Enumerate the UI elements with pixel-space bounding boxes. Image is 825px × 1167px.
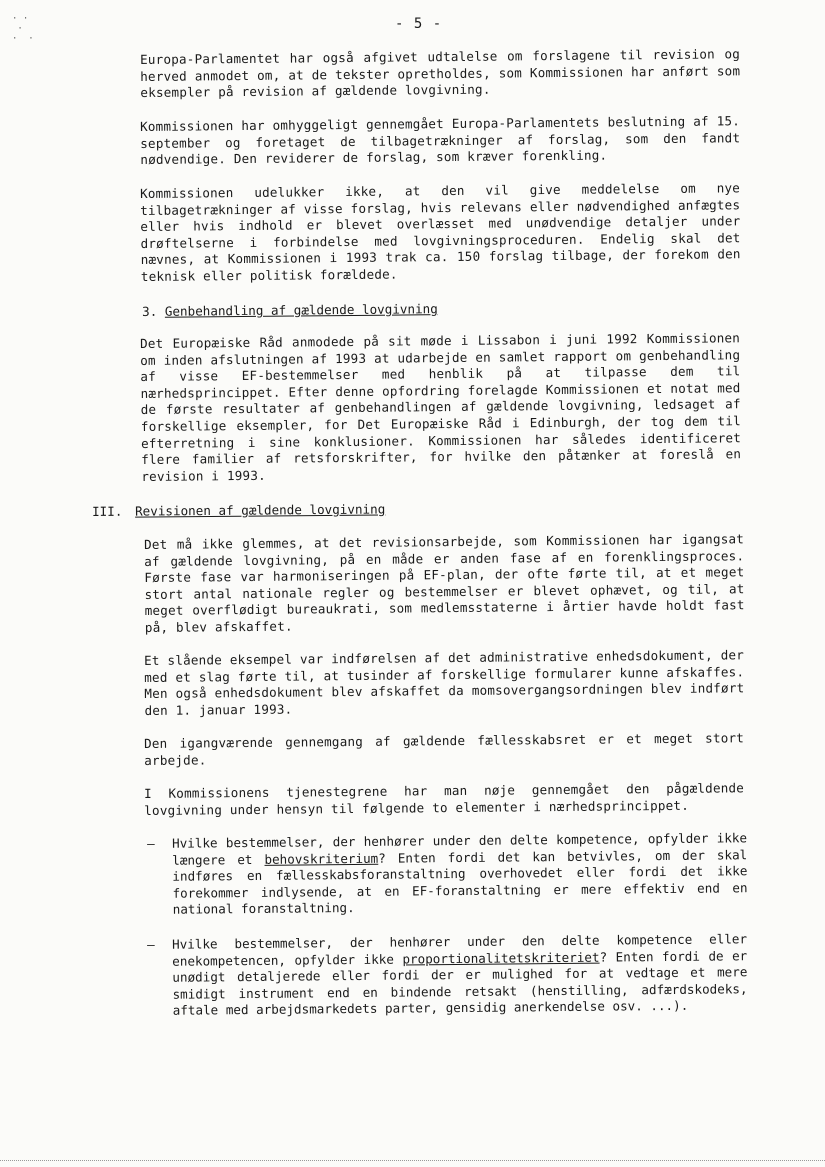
paragraph: Et slående eksempel var indførelsen af det administrative enhedsdokument, der med et slag førte til, at tusinder af forskellige formularer kunne afskaffes. Men også enhedsdokument blev afskaffet da momsovergangsordningen blev indført den 1. januar 1993. [144, 647, 745, 718]
bullet-item: – Hvilke bestemmelser, der henhører under den delte kompetence, opfylder ikke længere et behovskriterium? Enten fordi det kan betvivles, om der skal indføres en fællesskabsforanstaltning overhovedet eller fordi det ikke forekommer indlysende, at en EF-foranstaltning er mere effektiv end en national foranstaltning. [147, 830, 748, 918]
paragraph: Det må ikke glemmes, at det revisionsarbejde, som Kommissionen har igangsat af gældende lovgivning, på en måde er anden fase af en forenklingsproces. Første fase var harmoniseringen på EF-plan, der ofte førte til, at et meget stort antal nationale regler og bestemmelser er blevet ophævet, og til, at meget overflødigt bureaukrati, som medlemsstaterne i årtier havde holdt fast på, blev afskaffet. [144, 531, 745, 635]
paragraph: Europa-Parlamentet har også afgivet udtalelse om forslagene til revision og herved anmodet om, at de tekster opretholdes, som Kommissionen har anført som eksempler på revision af gældende lovgivning. [140, 46, 741, 101]
paragraph: I Kommissionens tjenestegrene har man nøje gennemgået den pågældende lovgivning under hensyn til følgende to elementer i nærhedsprincippet. [144, 780, 745, 818]
section-number: III. [92, 503, 123, 519]
scan-specks: · · · · · [12, 14, 34, 44]
section-heading-3 [142, 301, 438, 319]
paragraph: Den igangværende gennemgang af gældende fællesskabsret er et meget stort arbejde. [144, 730, 745, 768]
bullet-dash: – [147, 936, 155, 952]
bullet-item: – Hvilke bestemmelser, der henhører under den delte kompetence eller enekompetencen, opfylder ikke proportionalitetskriteriet? Enten fordi de er unødigt detaljerede eller fordi der er mulighed for at vedtage et mere smidigt instrument end en bindende retsakt (henstilling, adfærdskodeks, aftale med arbejdsmarkedets parter, gensidig anerkendelse osv. ...). [147, 931, 748, 1019]
underlined-term: proportionalitetskriteriet [402, 949, 600, 967]
underlined-term: behovskriterium [264, 850, 379, 867]
scan-edge [0, 1160, 825, 1161]
bullet-dash: – [147, 835, 155, 851]
section-title: Revisionen af gældende lovgivning [134, 501, 386, 519]
paragraph: Kommissionen har omhyggeligt gennemgået Europa-Parlamentets beslutning af 15. september og foretaget de tilbagetrækninger af forslag, som den fandt nødvendige. Den reviderer de forslag, som kræver forenkling. [140, 113, 741, 168]
paragraph: Det Europæiske Råd anmodede på sit møde i Lissabon i juni 1992 Kommissionen om inden afslutningen af 1993 at udarbejde en samlet rapport om genbehandling af visse EF-bestemmelser med henblik på at tilpasse dem til nærhedsprincippet. Efter denne opfordring forelagde Kommissionen et notat med de første resultater af genbehandlingen af gældende lovgivning, ledsaget af forskellige eksempler, for Det Europæiske Råd i Edinburgh, der tog dem til efterretning i sine konklusioner. Kommissionen har således identificeret flere familier af retsforskrifter, for hvilke den påtænker at foreslå en revision i 1993. [140, 330, 742, 484]
paragraph: Kommissionen udelukker ikke, at den vil give meddelelse om nye tilbagetrækninger af visse forslag, hvis relevans eller nødvendighed anfægtes eller hvis indhold er blevet overlæsset med unødvendige detaljer under drøftelserne i forbindelse med lovgivningsproceduren. Endelig skal det nævnes, at Kommissionen i 1993 trak ca. 150 forslag tilbage, der forekom den teknisk eller politisk forældede. [140, 180, 741, 284]
section-number: 3. [142, 303, 158, 319]
section-heading-III [92, 501, 385, 519]
page-number: - 5 - [395, 16, 443, 32]
section-title: Genbehandling af gældende lovgivning [164, 301, 438, 319]
